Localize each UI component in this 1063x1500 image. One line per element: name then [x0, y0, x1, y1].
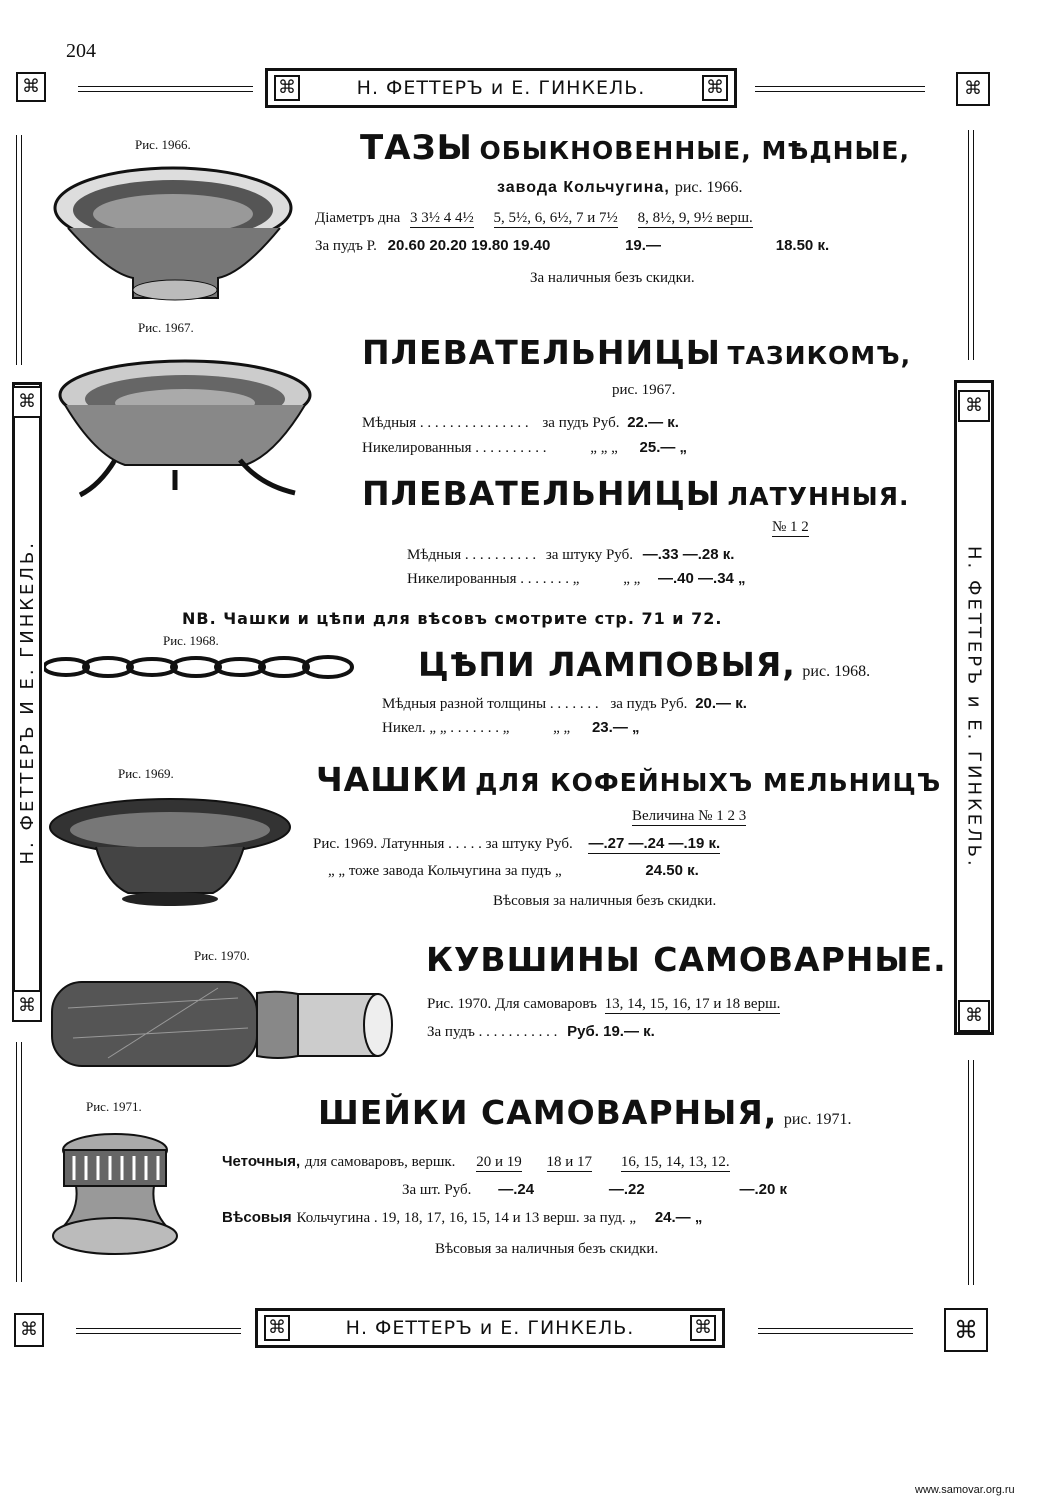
banner-title: Н. ФЕТТЕРЪ и Е. ГИНКЕЛЬ.: [356, 77, 646, 99]
rule-line: [76, 1328, 241, 1334]
ornament-icon: ⌘: [958, 390, 990, 422]
price-row: Рис. 1969. Латунныя . . . . . за штуку Руб. —.27 —.24 —.19 к.: [313, 835, 721, 852]
ornament-icon: ⌘: [958, 1000, 990, 1032]
ornament-icon: ⌘: [690, 1315, 716, 1341]
watermark: www.samovar.org.ru: [915, 1484, 1015, 1496]
page-number: 204: [66, 40, 96, 62]
grinder-cup-illustration: [48, 795, 294, 910]
figure-caption: Рис. 1966.: [135, 137, 191, 152]
side-rule: [16, 135, 22, 365]
section-title-necks: ШЕЙКИ САМОВАРНЫЯ, рис. 1971.: [318, 1093, 852, 1132]
ornament-icon: ⌘: [702, 75, 728, 101]
corner-ornament-icon: ⌘: [956, 72, 990, 106]
price-row: Мѣдныя . . . . . . . . . . за штуку Руб. —.33 —.28 к.: [407, 546, 735, 563]
figure-caption: Рис. 1971.: [86, 1099, 142, 1114]
section-title-spittoons: ПЛЕВАТЕЛЬНИЦЫ ТАЗИКОМЪ,: [362, 333, 912, 372]
figure-caption: Рис. 1968.: [163, 633, 219, 648]
ornament-icon: ⌘: [12, 990, 42, 1022]
figure-caption: Рис. 1967.: [138, 320, 194, 335]
neck-sizes-row: Четочныя, для самоваровъ, вершк. 20 и 19 18 и 17 16, 15, 14, 13, 12.: [222, 1153, 730, 1170]
price-row: „ „ тоже завода Кольчугина за пудъ „ 24.50 к.: [328, 862, 699, 879]
price-row: За шт. Руб. —.24 —.22 —.20 к: [402, 1181, 788, 1198]
rule-line: [755, 86, 925, 92]
section-title-chains: ЦѢПИ ЛАМПОВЫЯ, рис. 1968.: [418, 645, 871, 684]
number-header: № 1 2: [772, 519, 809, 535]
banner-title: Н. ФЕТТЕРЪ и Е. ГИНКЕЛЬ.: [345, 1317, 635, 1339]
left-side-banner: [12, 382, 42, 1022]
side-rule: [968, 1060, 974, 1285]
section-title-jugs: КУВШИНЫ САМОВАРНЫЕ.: [426, 940, 947, 979]
lamp-chain-illustration: [44, 650, 356, 684]
price-row: Никел. „ „ . . . . . . . „ „ „ 23.— „: [382, 719, 640, 736]
ornament-icon: ⌘: [12, 386, 42, 418]
corner-ornament-icon: ⌘: [14, 1313, 44, 1347]
price-row: Вѣсовыя Кольчугина . 19, 18, 17, 16, 15, 14 и 13 верш. за пуд. „ 24.— „: [222, 1209, 703, 1226]
price-row: За пудъ . . . . . . . . . . . Руб. 19.— к.: [427, 1023, 655, 1040]
corner-ornament-icon: ⌘: [944, 1308, 988, 1352]
section-title-cups: ЧАШКИ ДЛЯ КОФЕЙНЫХЪ МЕЛЬНИЦЪ: [316, 760, 942, 799]
top-banner: [265, 68, 737, 108]
copper-basin-illustration: [48, 158, 298, 306]
samovar-jug-illustration: [48, 968, 398, 1076]
nb-note: NB. Чашки и цѣпи для вѣсовъ смотрите стр. 71 и 72.: [182, 609, 723, 628]
side-banner-text: Н. ФЕТТЕРЪ и Е. ГИНКЕЛЬ.: [963, 546, 985, 869]
size-header: Величина № 1 2 3: [632, 808, 747, 824]
section-title-tazy: ТАЗЫ ОБЫКНОВЕННЫЕ, МѢДНЫЕ,: [360, 128, 911, 168]
ornament-icon: ⌘: [274, 75, 300, 101]
rule-line: [78, 86, 253, 92]
figure-ref: рис. 1967.: [612, 382, 676, 398]
section-title-brass-spittoons: ПЛЕВАТЕЛЬНИЦЫ ЛАТУННЫЯ.: [362, 474, 910, 513]
bottom-banner: [255, 1308, 725, 1348]
cash-note: Вѣсовыя за наличныя безъ скидки.: [493, 893, 717, 909]
jug-sizes-row: Рис. 1970. Для самоваровъ 13, 14, 15, 16, 17 и 18 верш.: [427, 996, 781, 1012]
right-side-banner: [954, 380, 994, 1035]
cash-note: Вѣсовыя за наличныя безъ скидки.: [435, 1241, 659, 1257]
figure-caption: Рис. 1969.: [118, 766, 174, 781]
side-rule: [16, 1042, 22, 1282]
rule-line: [758, 1328, 913, 1334]
diameter-row: Діаметръ дна 3 3½ 4 4½ 5, 5½, 6, 6½, 7 и 7½ 8, 8½, 9, 9½ верш.: [315, 210, 753, 226]
cash-note: За наличныя безъ скидки.: [530, 270, 695, 286]
price-row: За пудъ Р. 20.60 20.20 19.80 19.40 19.— 18.50 к.: [315, 237, 830, 254]
side-banner-text: Н. ФЕТТЕРЪ И Е. ГИНКЕЛЬ.: [16, 539, 38, 865]
corner-ornament-icon: ⌘: [16, 72, 46, 102]
tazy-subtitle: завода Кольчугина, рис. 1966.: [497, 179, 743, 196]
price-row: Мѣдныя . . . . . . . . . . . . . . . за пудъ Руб. 22.— к.: [362, 414, 679, 431]
side-rule: [968, 130, 974, 360]
price-row: Никелированныя . . . . . . . „ „ „ —.40 —.34 „: [407, 570, 746, 587]
samovar-neck-illustration: [50, 1122, 180, 1262]
figure-caption: Рис. 1970.: [194, 948, 250, 963]
ornament-icon: ⌘: [264, 1315, 290, 1341]
price-row: Никелированныя . . . . . . . . . . „ „ „ 25.— „: [362, 439, 688, 456]
spittoon-bowl-illustration: [55, 355, 325, 505]
price-row: Мѣдныя разной толщины . . . . . . . за пудъ Руб. 20.— к.: [382, 695, 747, 712]
